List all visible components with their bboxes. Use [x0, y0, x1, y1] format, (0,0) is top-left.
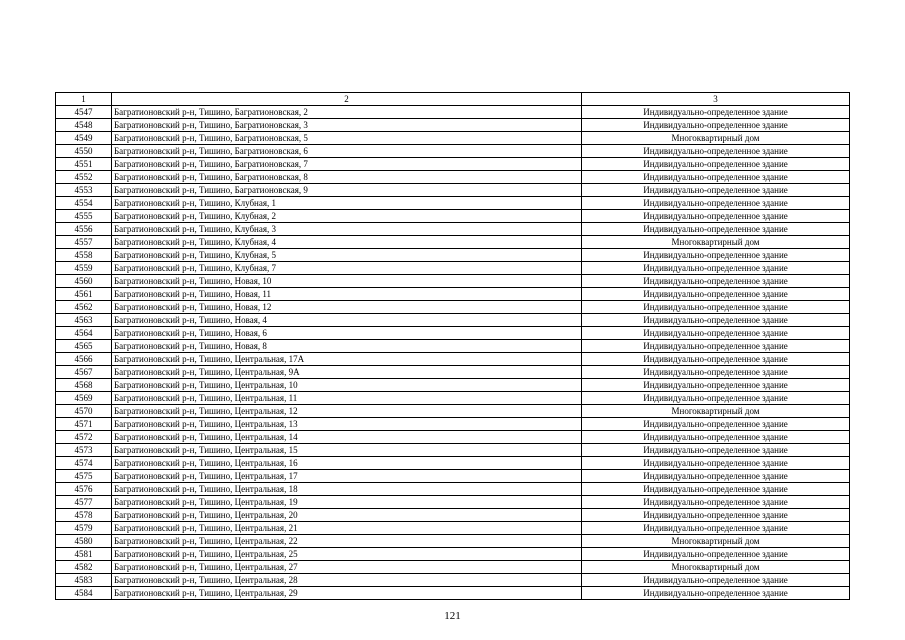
table-row	[56, 210, 850, 223]
table-row	[56, 119, 850, 132]
row-number: 4580	[56, 535, 112, 548]
table-row	[56, 275, 850, 288]
row-number: 4549	[56, 132, 112, 145]
row-address: Багратионовский р-н, Тишино, Центральная, 17	[112, 470, 582, 483]
row-building-type: Индивидуально-определенное здание	[582, 418, 850, 431]
table-header	[56, 93, 850, 106]
table-row	[56, 145, 850, 158]
row-number: 4562	[56, 301, 112, 314]
row-number: 4555	[56, 210, 112, 223]
table-row	[56, 522, 850, 535]
row-address: Багратионовский р-н, Тишино, Клубная, 4	[112, 236, 582, 249]
row-number: 4552	[56, 171, 112, 184]
row-building-type: Индивидуально-определенное здание	[582, 379, 850, 392]
row-address: Багратионовский р-н, Тишино, Багратионовская, 3	[112, 119, 582, 132]
table-row	[56, 444, 850, 457]
row-number: 4579	[56, 522, 112, 535]
row-address: Багратионовский р-н, Тишино, Центральная, 21	[112, 522, 582, 535]
row-number: 4568	[56, 379, 112, 392]
row-number: 4554	[56, 197, 112, 210]
table-row	[56, 418, 850, 431]
row-building-type: Индивидуально-определенное здание	[582, 184, 850, 197]
row-address: Багратионовский р-н, Тишино, Багратионовская, 2	[112, 106, 582, 119]
row-building-type: Индивидуально-определенное здание	[582, 106, 850, 119]
table-row	[56, 184, 850, 197]
row-number: 4583	[56, 574, 112, 587]
row-address: Багратионовский р-н, Тишино, Центральная, 27	[112, 561, 582, 574]
row-address: Багратионовский р-н, Тишино, Центральная, 16	[112, 457, 582, 470]
row-building-type: Индивидуально-определенное здание	[582, 301, 850, 314]
row-building-type: Многоквартирный дом	[582, 236, 850, 249]
row-building-type: Индивидуально-определенное здание	[582, 340, 850, 353]
row-number: 4571	[56, 418, 112, 431]
row-address: Багратионовский р-н, Тишино, Центральная, 11	[112, 392, 582, 405]
row-building-type: Индивидуально-определенное здание	[582, 158, 850, 171]
registry-table	[55, 92, 850, 600]
table-row	[56, 535, 850, 548]
row-building-type: Индивидуально-определенное здание	[582, 262, 850, 275]
row-number: 4572	[56, 431, 112, 444]
row-number: 4578	[56, 509, 112, 522]
row-address: Багратионовский р-н, Тишино, Багратионовская, 9	[112, 184, 582, 197]
row-address: Багратионовский р-н, Тишино, Клубная, 3	[112, 223, 582, 236]
row-address: Багратионовский р-н, Тишино, Новая, 6	[112, 327, 582, 340]
table-row	[56, 249, 850, 262]
table-row	[56, 496, 850, 509]
row-building-type: Многоквартирный дом	[582, 561, 850, 574]
table-row	[56, 106, 850, 119]
table-row	[56, 366, 850, 379]
table-row	[56, 561, 850, 574]
row-building-type: Индивидуально-определенное здание	[582, 210, 850, 223]
table-row	[56, 431, 850, 444]
row-number: 4575	[56, 470, 112, 483]
row-building-type: Индивидуально-определенное здание	[582, 574, 850, 587]
row-building-type: Индивидуально-определенное здание	[582, 249, 850, 262]
row-address: Багратионовский р-н, Тишино, Клубная, 7	[112, 262, 582, 275]
table-row	[56, 379, 850, 392]
page-number: 121	[444, 610, 461, 622]
row-number: 4565	[56, 340, 112, 353]
row-address: Багратионовский р-н, Тишино, Багратионовская, 6	[112, 145, 582, 158]
row-number: 4548	[56, 119, 112, 132]
row-number: 4570	[56, 405, 112, 418]
row-number: 4563	[56, 314, 112, 327]
row-building-type: Индивидуально-определенное здание	[582, 288, 850, 301]
row-number: 4584	[56, 587, 112, 600]
table-row	[56, 262, 850, 275]
row-building-type: Индивидуально-определенное здание	[582, 145, 850, 158]
row-address: Багратионовский р-н, Тишино, Центральная, 15	[112, 444, 582, 457]
table-row	[56, 132, 850, 145]
table-row	[56, 483, 850, 496]
table-row	[56, 327, 850, 340]
row-building-type: Индивидуально-определенное здание	[582, 522, 850, 535]
row-number: 4566	[56, 353, 112, 366]
row-address: Багратионовский р-н, Тишино, Центральная, 25	[112, 548, 582, 561]
row-building-type: Индивидуально-определенное здание	[582, 119, 850, 132]
row-building-type: Индивидуально-определенное здание	[582, 509, 850, 522]
row-number: 4560	[56, 275, 112, 288]
row-building-type: Индивидуально-определенное здание	[582, 327, 850, 340]
table-row	[56, 288, 850, 301]
header-col-1: 1	[56, 93, 112, 106]
table-row	[56, 405, 850, 418]
row-number: 4569	[56, 392, 112, 405]
row-address: Багратионовский р-н, Тишино, Новая, 10	[112, 275, 582, 288]
row-number: 4553	[56, 184, 112, 197]
table-row	[56, 457, 850, 470]
row-building-type: Индивидуально-определенное здание	[582, 587, 850, 600]
row-number: 4577	[56, 496, 112, 509]
row-address: Багратионовский р-н, Тишино, Центральная, 22	[112, 535, 582, 548]
row-building-type: Многоквартирный дом	[582, 405, 850, 418]
table-row	[56, 548, 850, 561]
row-number: 4582	[56, 561, 112, 574]
row-address: Багратионовский р-н, Тишино, Клубная, 1	[112, 197, 582, 210]
row-address: Багратионовский р-н, Тишино, Клубная, 2	[112, 210, 582, 223]
header-row	[56, 93, 850, 106]
row-address: Багратионовский р-н, Тишино, Багратионовская, 5	[112, 132, 582, 145]
row-number: 4567	[56, 366, 112, 379]
row-building-type: Индивидуально-определенное здание	[582, 171, 850, 184]
row-building-type: Индивидуально-определенное здание	[582, 457, 850, 470]
table-row	[56, 470, 850, 483]
row-building-type: Многоквартирный дом	[582, 132, 850, 145]
row-number: 4551	[56, 158, 112, 171]
row-address: Багратионовский р-н, Тишино, Багратионовская, 8	[112, 171, 582, 184]
table-row	[56, 509, 850, 522]
row-number: 4561	[56, 288, 112, 301]
row-building-type: Индивидуально-определенное здание	[582, 470, 850, 483]
header-col-3: 3	[582, 93, 850, 106]
row-building-type: Индивидуально-определенное здание	[582, 496, 850, 509]
row-number: 4576	[56, 483, 112, 496]
row-address: Багратионовский р-н, Тишино, Новая, 4	[112, 314, 582, 327]
row-address: Багратионовский р-н, Тишино, Центральная, 12	[112, 405, 582, 418]
row-address: Багратионовский р-н, Тишино, Центральная, 10	[112, 379, 582, 392]
table-row	[56, 314, 850, 327]
row-number: 4558	[56, 249, 112, 262]
row-number: 4556	[56, 223, 112, 236]
header-col-2: 2	[112, 93, 582, 106]
row-building-type: Индивидуально-определенное здание	[582, 223, 850, 236]
row-building-type: Индивидуально-определенное здание	[582, 353, 850, 366]
row-building-type: Индивидуально-определенное здание	[582, 366, 850, 379]
row-address: Багратионовский р-н, Тишино, Центральная, 9А	[112, 366, 582, 379]
table-row	[56, 340, 850, 353]
table-row	[56, 171, 850, 184]
row-address: Багратионовский р-н, Тишино, Клубная, 5	[112, 249, 582, 262]
row-address: Багратионовский р-н, Тишино, Центральная, 29	[112, 587, 582, 600]
row-building-type: Индивидуально-определенное здание	[582, 197, 850, 210]
row-address: Багратионовский р-н, Тишино, Центральная, 13	[112, 418, 582, 431]
row-number: 4573	[56, 444, 112, 457]
row-address: Багратионовский р-н, Тишино, Багратионовская, 7	[112, 158, 582, 171]
row-address: Багратионовский р-н, Тишино, Новая, 8	[112, 340, 582, 353]
row-address: Багратионовский р-н, Тишино, Центральная, 28	[112, 574, 582, 587]
table-body	[56, 106, 850, 600]
row-number: 4574	[56, 457, 112, 470]
row-address: Багратионовский р-н, Тишино, Центральная, 14	[112, 431, 582, 444]
row-building-type: Индивидуально-определенное здание	[582, 275, 850, 288]
table-row	[56, 236, 850, 249]
table-row	[56, 392, 850, 405]
row-number: 4564	[56, 327, 112, 340]
row-address: Багратионовский р-н, Тишино, Новая, 12	[112, 301, 582, 314]
table-row	[56, 587, 850, 600]
row-number: 4547	[56, 106, 112, 119]
table-row	[56, 301, 850, 314]
table-row	[56, 223, 850, 236]
row-building-type: Индивидуально-определенное здание	[582, 483, 850, 496]
row-building-type: Многоквартирный дом	[582, 535, 850, 548]
row-number: 4550	[56, 145, 112, 158]
table-row	[56, 574, 850, 587]
row-building-type: Индивидуально-определенное здание	[582, 392, 850, 405]
table-row	[56, 353, 850, 366]
row-number: 4581	[56, 548, 112, 561]
row-building-type: Индивидуально-определенное здание	[582, 548, 850, 561]
table-row	[56, 197, 850, 210]
row-address: Багратионовский р-н, Тишино, Центральная, 20	[112, 509, 582, 522]
row-address: Багратионовский р-н, Тишино, Центральная, 18	[112, 483, 582, 496]
row-building-type: Индивидуально-определенное здание	[582, 314, 850, 327]
row-address: Багратионовский р-н, Тишино, Центральная, 19	[112, 496, 582, 509]
row-building-type: Индивидуально-определенное здание	[582, 431, 850, 444]
table-row	[56, 158, 850, 171]
row-address: Багратионовский р-н, Тишино, Центральная, 17А	[112, 353, 582, 366]
row-address: Багратионовский р-н, Тишино, Новая, 11	[112, 288, 582, 301]
row-number: 4557	[56, 236, 112, 249]
row-building-type: Индивидуально-определенное здание	[582, 444, 850, 457]
row-number: 4559	[56, 262, 112, 275]
